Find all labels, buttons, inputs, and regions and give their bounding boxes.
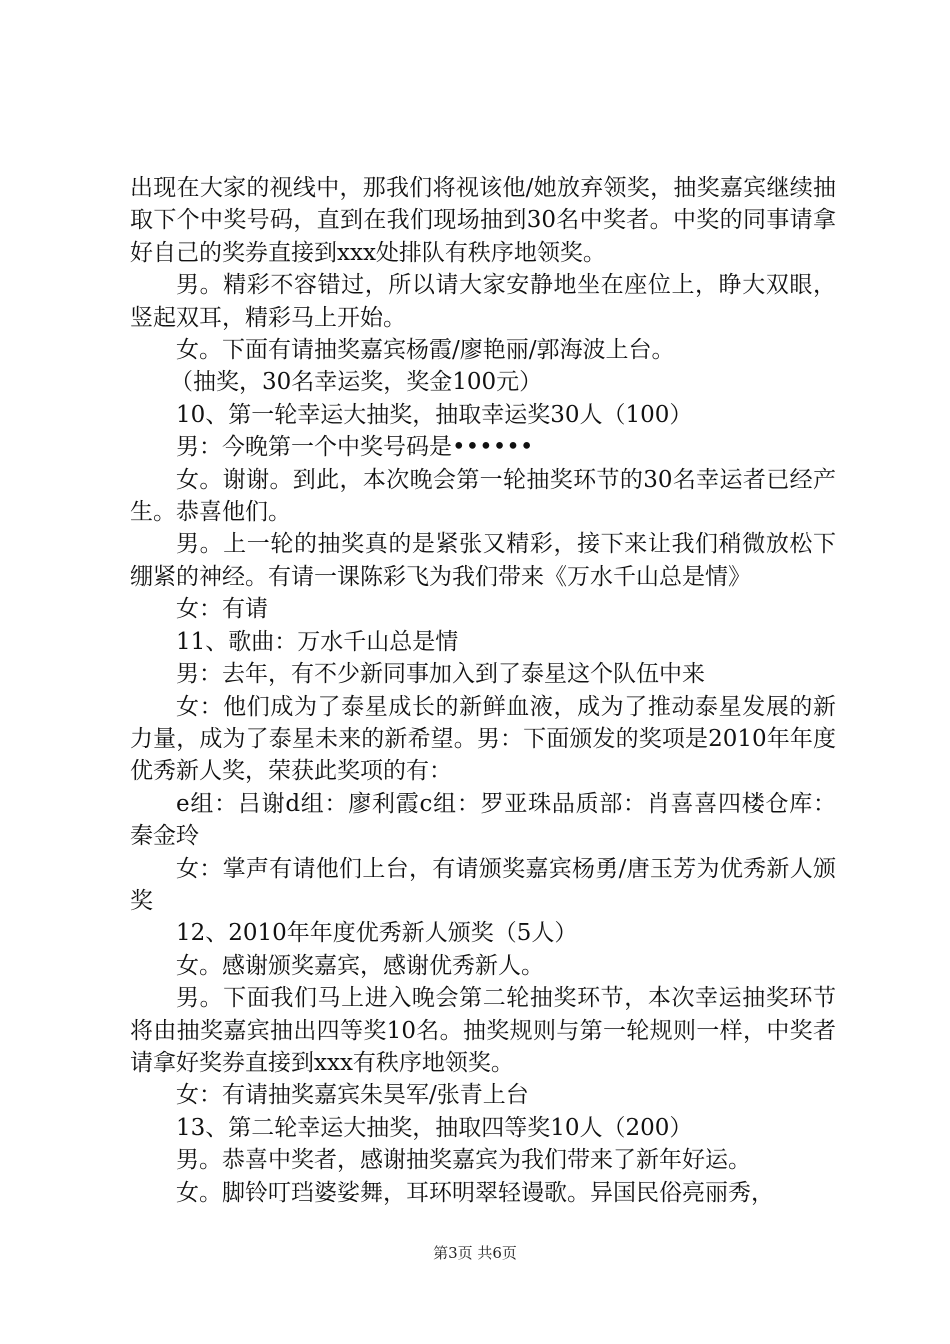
- paragraph: 女：有请: [176, 596, 268, 623]
- paragraph: 出现在大家的视线中，那我们将视该他/她放弃领奖，抽奖嘉宾继续抽取下个中奖号码，直到在我们现场抽到30名中奖者。中奖的同事请拿好自己的奖券直接到xxx处排队有秩序地领奖。: [130, 175, 836, 266]
- paragraph: 男。精彩不容错过，所以请大家安静地坐在座位上，睁大双眼，竖起双耳，精彩马上开始。: [130, 272, 836, 331]
- paragraph: 10、第一轮幸运大抽奖，抽取幸运奖30人（100）: [176, 401, 693, 428]
- paragraph: 女。谢谢。到此，本次晚会第一轮抽奖环节的30名幸运者已经产生。恭喜他们。: [130, 466, 836, 526]
- paragraph: 男。下面我们马上进入晚会第二轮抽奖环节，本次幸运抽奖环节将由抽奖嘉宾抽出四等奖10名。抽奖规则与第一轮规则一样，中奖者请拿好奖券直接到xxx有秩序地领奖。: [130, 985, 836, 1076]
- paragraph: 男。恭喜中奖者，感谢抽奖嘉宾为我们带来了新年好运。: [176, 1147, 751, 1174]
- paragraph: 女。下面有请抽奖嘉宾杨霞/廖艳丽/郭海波上台。: [176, 337, 675, 364]
- page-number-label: 第3页 共6页: [433, 1244, 517, 1262]
- paragraph: e组：吕谢d组：廖利霞c组：罗亚珠品质部：肖喜喜四楼仓库：秦金玲: [130, 790, 836, 850]
- paragraph: （抽奖，30名幸运奖，奖金100元）: [170, 369, 543, 396]
- paragraph: 11、歌曲：万水千山总是情: [176, 628, 459, 655]
- paragraph: 女：他们成为了泰星成长的新鲜血液，成为了推动泰星发展的新力量，成为了泰星未来的新希望。男：下面颁发的奖项是2010年年度优秀新人奖，荣获此奖项的有：: [130, 693, 836, 785]
- paragraph: 女：掌声有请他们上台，有请颁奖嘉宾杨勇/唐玉芳为优秀新人颁奖: [130, 855, 836, 914]
- paragraph: 男。上一轮的抽奖真的是紧张又精彩，接下来让我们稍微放松下绷紧的神经。有请一课陈彩飞为我们带来《万水千山总是情》: [130, 531, 836, 590]
- paragraph: 女。脚铃叮珰婆娑舞，耳环明翠轻谩歌。异国民俗亮丽秀，: [176, 1179, 774, 1206]
- paragraph: 男：今晚第一个中奖号码是••••••: [176, 434, 534, 461]
- paragraph: 女。感谢颁奖嘉宾，感谢优秀新人。: [176, 952, 544, 979]
- paragraph: 女：有请抽奖嘉宾朱昊军/张青上台: [176, 1082, 529, 1109]
- paragraph: 男：去年，有不少新同事加入到了泰星这个队伍中来: [176, 661, 705, 688]
- paragraph: 13、第二轮幸运大抽奖，抽取四等奖10人（200）: [176, 1114, 693, 1141]
- page-footer: [0, 1242, 950, 1263]
- paragraph: 12、2010年年度优秀新人颁奖（5人）: [176, 920, 578, 947]
- document-body: [130, 172, 836, 1209]
